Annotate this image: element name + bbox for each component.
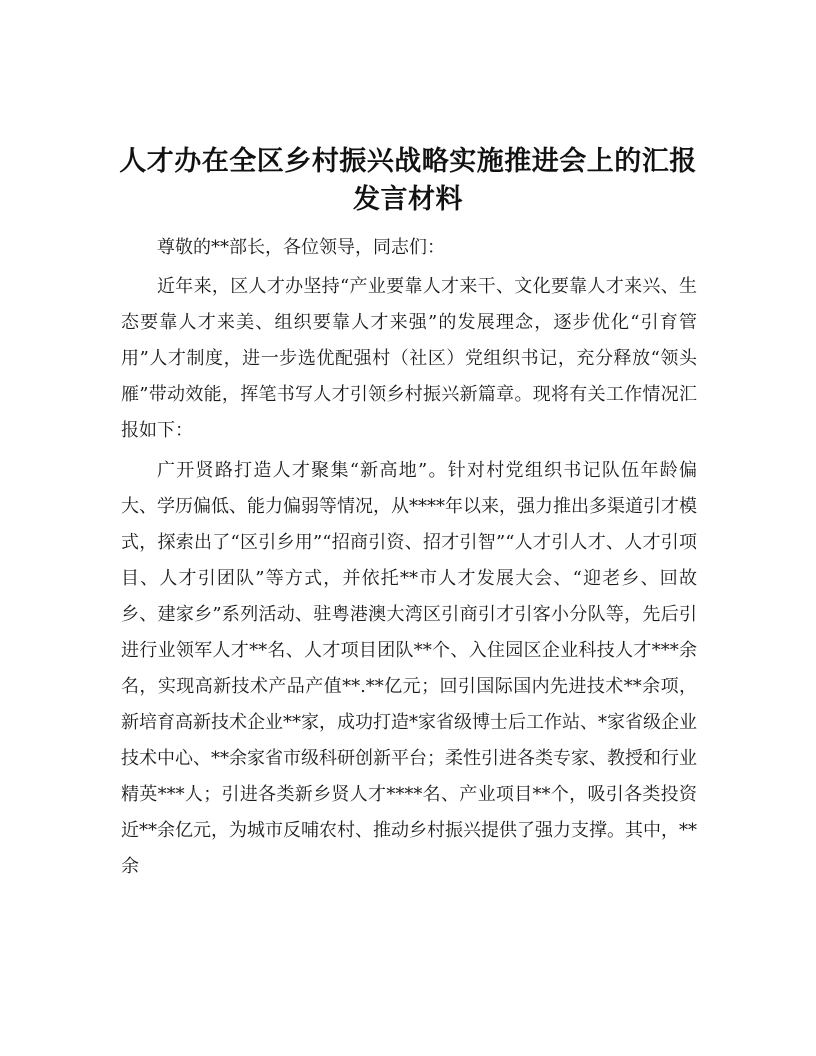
document-title: 人才办在全区乡村振兴战略实施推进会上的汇报发言材料: [119, 146, 697, 215]
greeting-line: 尊敬的**部长，各位领导，同志们：: [157, 237, 445, 258]
paragraph-talent-highland: 广开贤路打造人才聚集“新高地”。针对村党组织书记队伍年龄偏大、学历偏低、能力偏弱等情况，从****年以来，强力推出多渠道引才模式，探索出了“区引乡用”“招商引资、招才引智”“人才引人才、人才引项目、人才引团队”等方式，并依托**市人才发展大会、“迎老乡、回故乡、建家乡”系列活动、驻粤港澳大湾区引商引才引客小分队等，先后引进行业领军人才**名、人才项目团队**个、入住园区企业科技人才***余名，实现高新技术产品产值**.**亿元；回引国际国内先进技术**余项，新培育高新技术企业**家，成功打造*家省级博士后工作站、*家省级企业技术中心、**余家省市级科研创新平台；柔性引进各类专家、教授和行业精英***人；引进各类新乡贤人才****名、产业项目**个，吸引各类投资近**余亿元，为城市反哺农村、推动乡村振兴提供了强力支撑。其中，**余: [121, 460, 697, 877]
document-body: [121, 230, 697, 885]
paragraph-intro: 近年来，区人才办坚持“产业要靠人才来干、文化要靠人才来兴、生态要靠人才来美、组织要靠人才来强”的发展理念，逐步优化“引育管用”人才制度，进一步选优配强村（社区）党组织书记，充分释放“领头雁”带动效能，挥笔书写人才引领乡村振兴新篇章。现将有关工作情况汇报如下：: [121, 276, 697, 441]
